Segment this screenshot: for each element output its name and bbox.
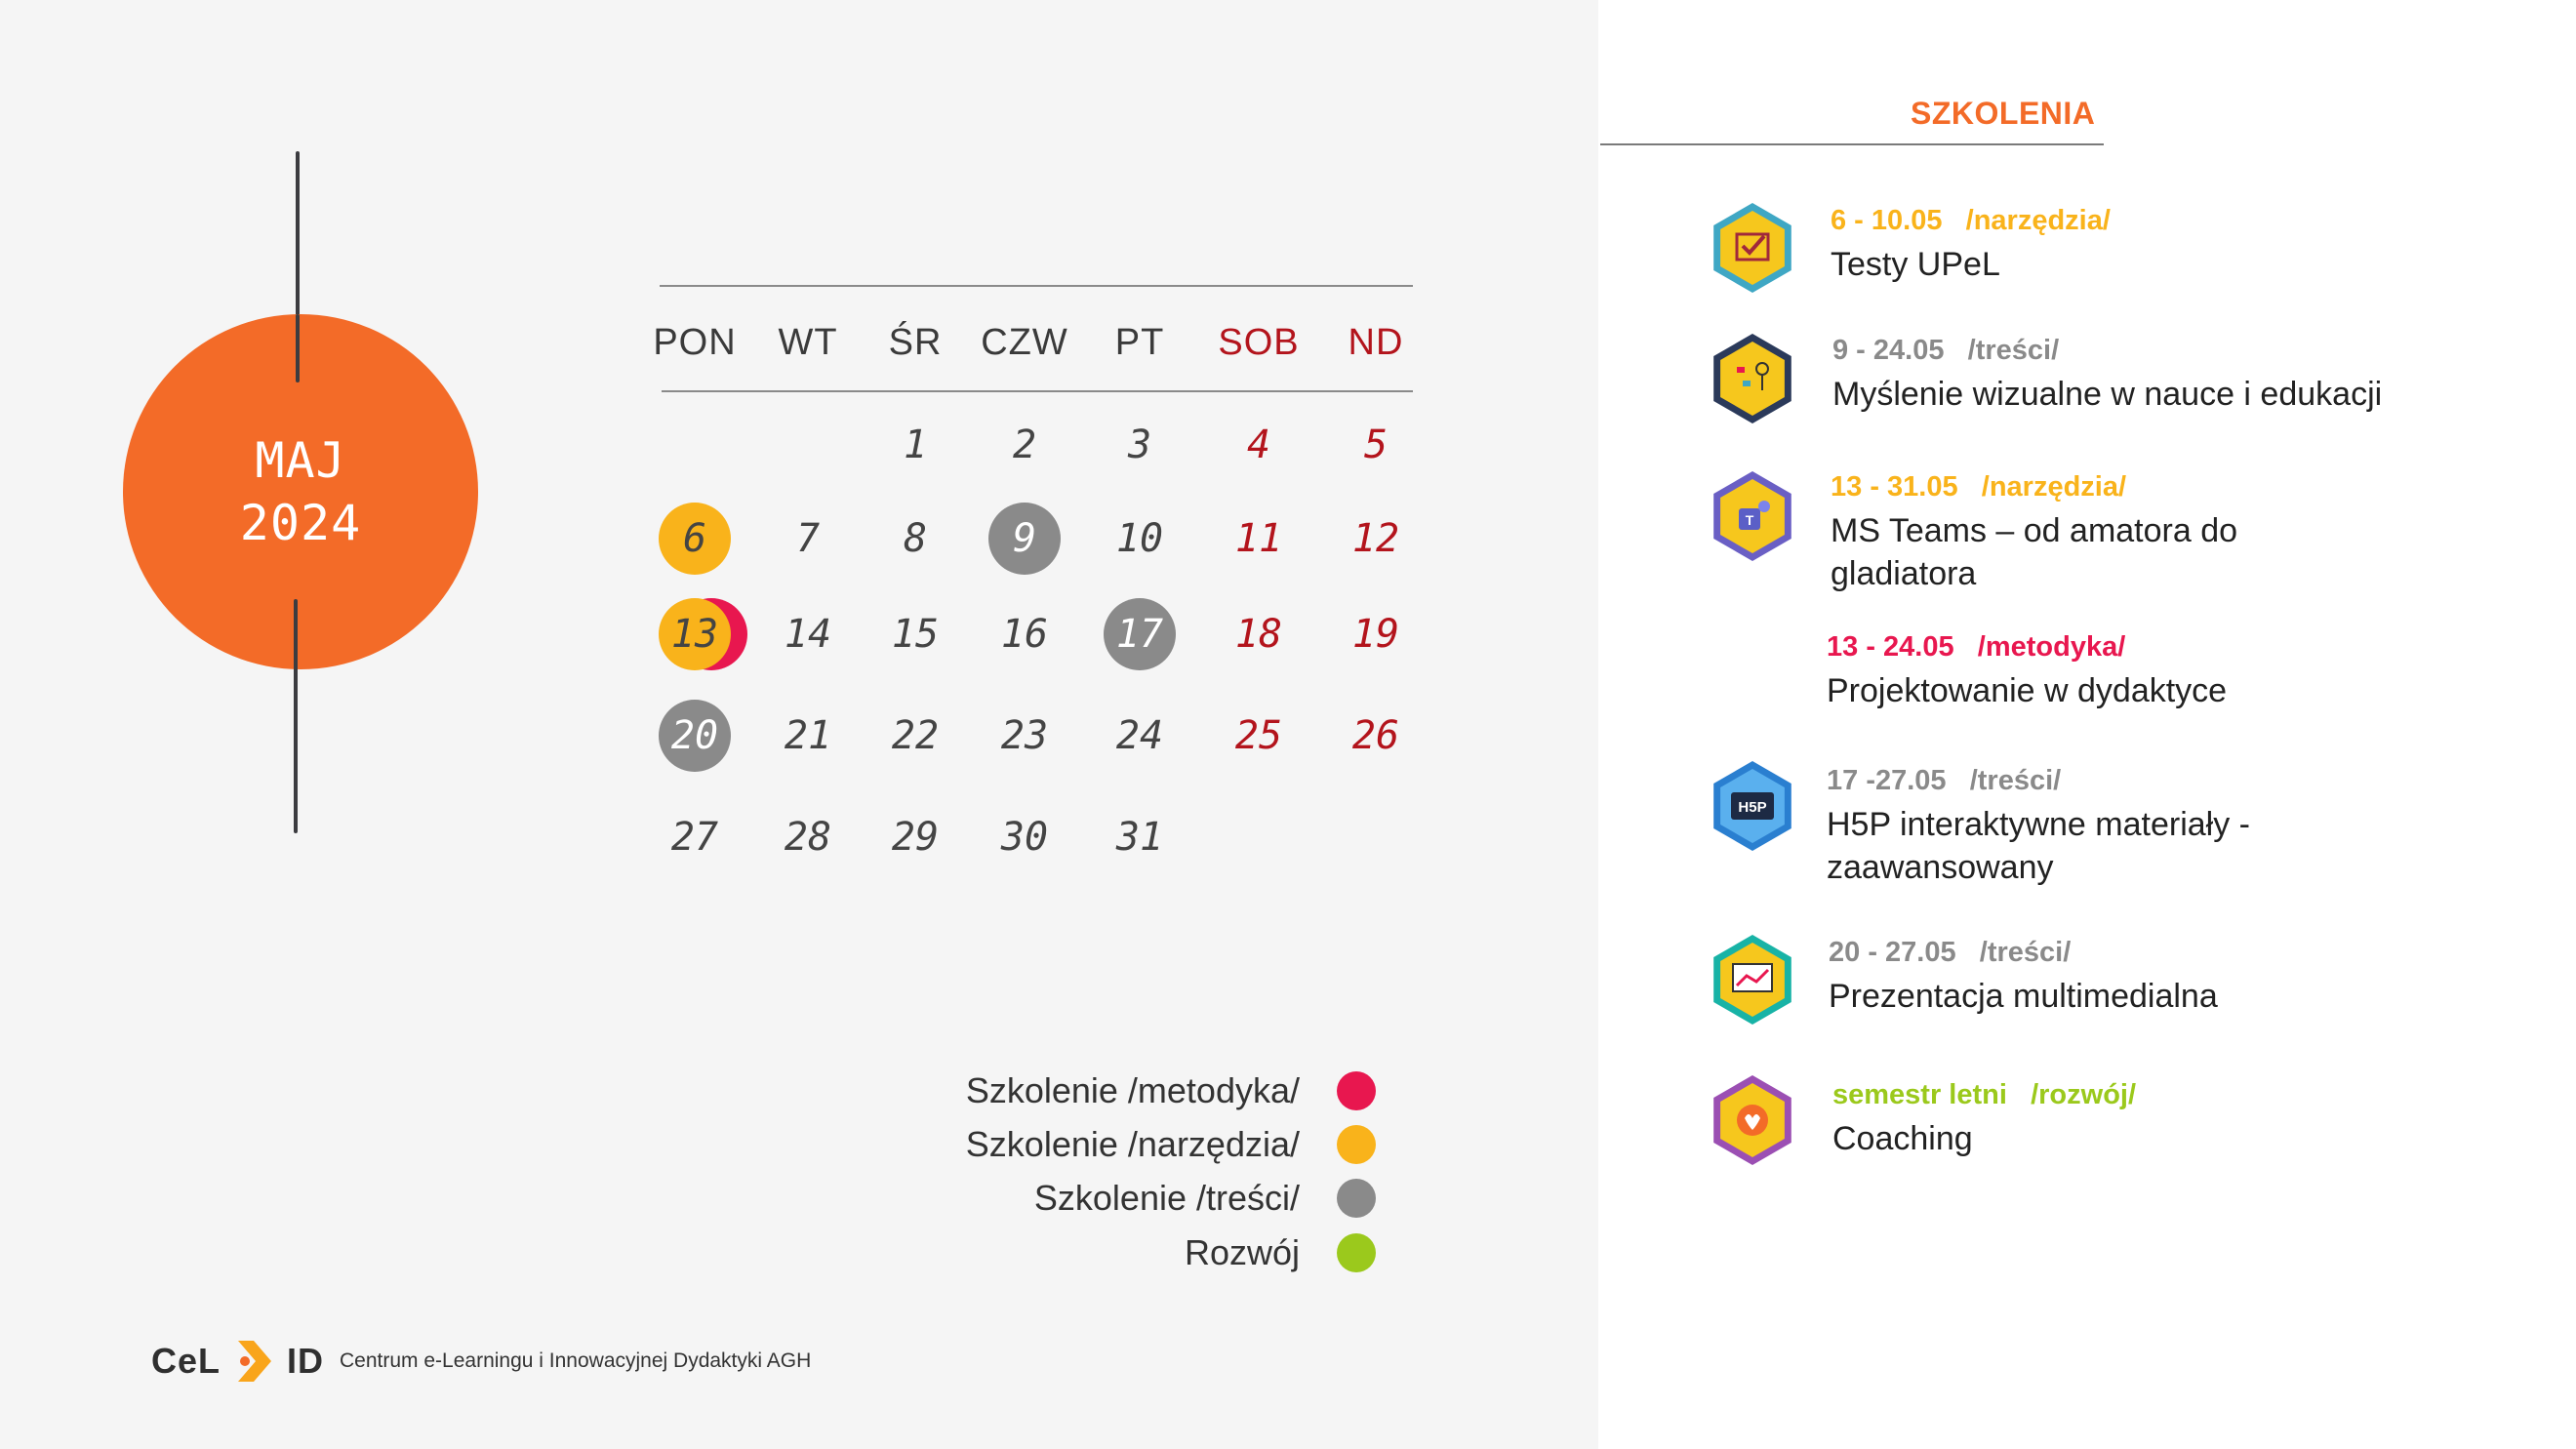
day-number: 17 bbox=[1115, 612, 1164, 657]
calendar-day-22 bbox=[876, 697, 954, 775]
calendar-day-24 bbox=[1101, 697, 1179, 775]
day-number: 30 bbox=[1000, 815, 1049, 860]
day-number: 11 bbox=[1234, 516, 1283, 561]
training-meta bbox=[1832, 335, 2382, 367]
training-item bbox=[1831, 471, 2237, 595]
calendar-day-16 bbox=[986, 595, 1064, 673]
calendar-day-14 bbox=[769, 595, 847, 673]
training-title bbox=[1831, 243, 2111, 286]
logo-arrow-icon bbox=[230, 1339, 275, 1384]
calendar-day-4 bbox=[1220, 406, 1298, 484]
calendar-day-28 bbox=[769, 798, 847, 876]
calendar-day-29 bbox=[876, 798, 954, 876]
weekday-nd: ND bbox=[1348, 322, 1404, 363]
legend-label: Szkolenie /treści/ bbox=[1033, 1178, 1300, 1218]
legend-dot bbox=[1337, 1071, 1376, 1110]
calendar-day-7 bbox=[769, 500, 847, 578]
training-dates: 9 - 24.05 bbox=[1832, 335, 1945, 366]
training-category: /treści/ bbox=[1967, 335, 2060, 366]
training-title bbox=[1832, 1117, 2136, 1160]
logo-subtitle: Centrum e-Learningu i Innowacyjnej Dydaktyki AGH bbox=[340, 1349, 812, 1372]
day-number: 24 bbox=[1115, 713, 1164, 758]
day-number: 28 bbox=[784, 815, 832, 860]
training-item bbox=[1832, 1079, 2136, 1160]
visual-thinking-badge-icon bbox=[1706, 332, 1799, 425]
day-number: 10 bbox=[1115, 516, 1164, 561]
day-number: 4 bbox=[1246, 423, 1271, 467]
calendar-day-30 bbox=[986, 798, 1064, 876]
training-meta bbox=[1831, 471, 2237, 503]
training-category: /narzędzia/ bbox=[1965, 205, 2111, 236]
month-year: 2024 bbox=[239, 495, 362, 551]
day-number: 12 bbox=[1351, 516, 1400, 561]
training-meta bbox=[1827, 765, 2250, 797]
weekday-śr: ŚR bbox=[888, 322, 943, 363]
weekday-pon: PON bbox=[653, 322, 737, 363]
training-item bbox=[1829, 937, 2218, 1018]
training-item bbox=[1827, 765, 2250, 889]
training-dates: 13 - 24.05 bbox=[1827, 631, 1954, 663]
training-dates: semestr letni bbox=[1832, 1079, 2007, 1110]
decor-line-top-overlay bbox=[296, 314, 300, 382]
training-title-line: Coaching bbox=[1832, 1120, 1973, 1157]
training-title-line: Myślenie wizualne w nauce i edukacji bbox=[1832, 376, 2383, 413]
training-category: /rozwój/ bbox=[2031, 1079, 2137, 1110]
day-number: 3 bbox=[1127, 423, 1152, 467]
calendar-day-13 bbox=[656, 595, 734, 673]
calendar-day-5 bbox=[1337, 406, 1415, 484]
calendar-day-20 bbox=[656, 697, 734, 775]
training-item bbox=[1827, 631, 2227, 712]
legend-label: Rozwój bbox=[1184, 1232, 1300, 1272]
day-number: 29 bbox=[891, 815, 940, 860]
training-title-line: zaawansowany bbox=[1827, 849, 2054, 886]
training-title bbox=[1827, 669, 2227, 712]
calendar-day-18 bbox=[1220, 595, 1298, 673]
calendar-header-rule bbox=[662, 390, 1413, 392]
legend-dot bbox=[1337, 1233, 1376, 1272]
day-number: 2 bbox=[1012, 423, 1037, 467]
training-title-line: Prezentacja multimedialna bbox=[1829, 978, 2218, 1015]
day-number: 15 bbox=[891, 612, 940, 657]
training-dates: 20 - 27.05 bbox=[1829, 937, 1956, 968]
legend-item bbox=[966, 1064, 1376, 1118]
training-dates: 6 - 10.05 bbox=[1831, 205, 1943, 236]
calendar-day-8 bbox=[876, 500, 954, 578]
day-number: 1 bbox=[903, 423, 928, 467]
calendar-day-25 bbox=[1220, 697, 1298, 775]
weekday-wt: WT bbox=[778, 322, 838, 363]
calendar-day-31 bbox=[1101, 798, 1179, 876]
training-meta bbox=[1832, 1079, 2136, 1111]
training-category: /treści/ bbox=[1979, 937, 2072, 968]
weekday-sob: SOB bbox=[1218, 322, 1300, 363]
h5p-badge-icon bbox=[1706, 759, 1799, 853]
month-badge bbox=[123, 314, 478, 669]
day-number: 8 bbox=[903, 516, 928, 561]
weekday-pt: PT bbox=[1114, 322, 1165, 363]
legend-dot bbox=[1337, 1179, 1376, 1218]
training-item bbox=[1832, 335, 2382, 416]
training-item bbox=[1831, 205, 2111, 286]
day-number: 16 bbox=[1000, 612, 1049, 657]
logo-text-right: ID bbox=[287, 1341, 325, 1381]
day-number: 25 bbox=[1234, 713, 1283, 758]
training-title-line: Projektowanie w dydaktyce bbox=[1827, 672, 2228, 709]
day-number: 18 bbox=[1234, 612, 1283, 657]
trainings-title-rule bbox=[1600, 143, 2104, 145]
training-meta bbox=[1829, 937, 2218, 969]
day-number: 26 bbox=[1351, 713, 1400, 758]
legend-item bbox=[966, 1117, 1376, 1172]
day-number: 20 bbox=[670, 713, 719, 758]
day-number: 7 bbox=[795, 516, 821, 561]
day-number: 14 bbox=[784, 612, 832, 657]
calendar-day-11 bbox=[1220, 500, 1298, 578]
day-number: 19 bbox=[1351, 612, 1400, 657]
weekday-czw: CZW bbox=[981, 322, 1068, 363]
legend-item bbox=[1185, 1226, 1376, 1280]
calendar-day-6 bbox=[656, 500, 734, 578]
logo bbox=[151, 1339, 811, 1384]
calendar-day-23 bbox=[986, 697, 1064, 775]
calendar-day-2 bbox=[986, 406, 1064, 484]
calendar-day-17 bbox=[1101, 595, 1179, 673]
day-number: 22 bbox=[891, 713, 940, 758]
training-title-line: H5P interaktywne materiały - bbox=[1827, 806, 2250, 843]
day-number: 6 bbox=[682, 516, 707, 561]
trainings-title: SZKOLENIA bbox=[1911, 96, 2096, 131]
day-number: 13 bbox=[670, 612, 719, 657]
training-title-line: Testy UPeL bbox=[1831, 246, 2000, 283]
calendar-day-12 bbox=[1337, 500, 1415, 578]
day-number: 9 bbox=[1012, 516, 1037, 561]
training-title-line: gladiatora bbox=[1831, 555, 1977, 592]
legend-dot bbox=[1337, 1125, 1376, 1164]
day-number: 21 bbox=[784, 713, 832, 758]
training-meta bbox=[1827, 631, 2227, 664]
calendar-day-21 bbox=[769, 697, 847, 775]
training-title bbox=[1827, 803, 2250, 889]
svg-text:H5P: H5P bbox=[1738, 799, 1767, 816]
training-title bbox=[1832, 373, 2382, 416]
calendar-day-27 bbox=[656, 798, 734, 876]
training-dates: 17 -27.05 bbox=[1827, 765, 1947, 796]
training-title bbox=[1831, 509, 2237, 595]
checklist-badge-icon bbox=[1706, 201, 1799, 295]
training-title-line: MS Teams – od amatora do bbox=[1831, 512, 2238, 549]
presentation-badge-icon bbox=[1706, 933, 1799, 1026]
legend-label: Szkolenie /narzędzia/ bbox=[965, 1124, 1300, 1164]
training-category: /treści/ bbox=[1969, 765, 2062, 796]
day-number: 31 bbox=[1115, 815, 1164, 860]
legend-item bbox=[1034, 1171, 1376, 1226]
svg-text:T: T bbox=[1745, 512, 1754, 528]
day-number: 27 bbox=[670, 815, 719, 860]
legend-label: Szkolenie /metodyka/ bbox=[965, 1070, 1300, 1110]
calendar-top-rule bbox=[660, 285, 1413, 287]
decor-line-bottom bbox=[294, 599, 298, 833]
logo-text-left: CeL bbox=[151, 1341, 221, 1381]
calendar-day-3 bbox=[1101, 406, 1179, 484]
calendar-day-1 bbox=[876, 406, 954, 484]
training-category: /metodyka/ bbox=[1977, 631, 2126, 663]
teams-badge-icon bbox=[1706, 469, 1799, 563]
training-category: /narzędzia/ bbox=[1981, 471, 2127, 503]
day-number: 23 bbox=[1000, 713, 1049, 758]
training-dates: 13 - 31.05 bbox=[1831, 471, 1958, 503]
calendar-day-9 bbox=[986, 500, 1064, 578]
month-name: MAJ bbox=[255, 432, 346, 489]
calendar-day-19 bbox=[1337, 595, 1415, 673]
training-title bbox=[1829, 975, 2218, 1018]
calendar-day-10 bbox=[1101, 500, 1179, 578]
calendar-day-15 bbox=[876, 595, 954, 673]
training-meta bbox=[1831, 205, 2111, 237]
coaching-badge-icon bbox=[1706, 1073, 1799, 1167]
calendar-day-26 bbox=[1337, 697, 1415, 775]
day-number: 5 bbox=[1363, 423, 1389, 467]
